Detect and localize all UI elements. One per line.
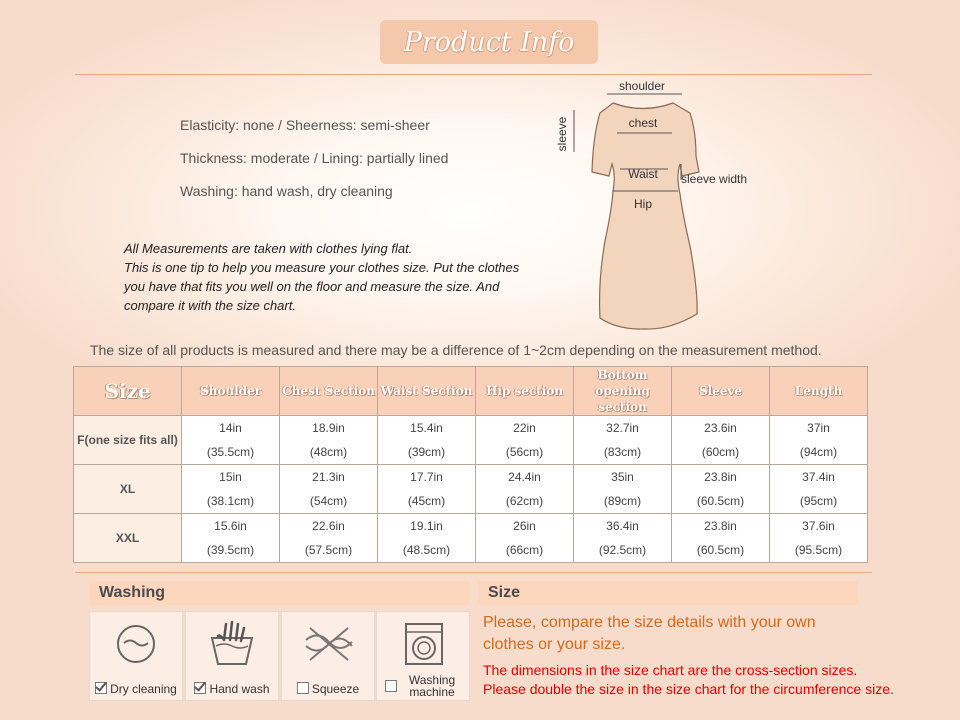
- top-divider: [75, 74, 872, 75]
- table-cell: 22.6in (57.5cm): [280, 514, 378, 563]
- table-cell: 24.4in (62cm): [476, 465, 574, 514]
- header-waist: Waist Section: [378, 367, 476, 416]
- header-bottom-opening: Bottom opening section: [574, 367, 672, 416]
- header-shoulder: Shoulder: [182, 367, 280, 416]
- wash-cell-squeeze: [281, 611, 375, 701]
- header-hip: Hip section: [476, 367, 574, 416]
- wash-cell-washing-machine: [376, 611, 470, 701]
- table-row: [74, 416, 868, 465]
- table-cell: 15.6in (39.5cm): [182, 514, 280, 563]
- table-cell: 14in (35.5cm): [182, 416, 280, 465]
- hand-wash-icon: [186, 612, 280, 672]
- table-cell: 15.4in (39cm): [378, 416, 476, 465]
- header-chest: Chest Section: [280, 367, 378, 416]
- table-cell: 17.7in (45cm): [378, 465, 476, 514]
- table-cell: 37in (94cm): [770, 416, 868, 465]
- page-title-badge: [380, 20, 598, 64]
- note-line: compare it with the size chart.: [124, 298, 296, 313]
- label-shoulder: shoulder: [618, 79, 666, 93]
- wash-cell-dry-cleaning: [89, 611, 183, 701]
- table-cell: 18.9in (48cm): [280, 416, 378, 465]
- note-line: you have that fits you well on the floor and measure the size. And: [124, 279, 500, 294]
- table-cell: 19.1in (48.5cm): [378, 514, 476, 563]
- wash-cell-hand-wash: [185, 611, 279, 701]
- size-red-note-1: The dimensions in the size chart are the cross-section sizes.: [483, 662, 858, 678]
- checkbox-squeeze: [297, 682, 309, 694]
- table-cell: 22in (56cm): [476, 416, 574, 465]
- size-section-title: Size: [478, 581, 858, 605]
- label-sleeve-width: sleeve width: [681, 172, 748, 186]
- bottom-divider: [75, 572, 872, 573]
- size-chart-table: [73, 366, 868, 563]
- table-row: [74, 465, 868, 514]
- dress-shape: [592, 103, 699, 329]
- checkbox-dry-cleaning: [95, 682, 107, 694]
- note-line: This is one tip to help you measure your clothes size. Put the clothes: [124, 260, 520, 275]
- table-cell: 23.6in (60cm): [672, 416, 770, 465]
- dress-measurement-diagram: [550, 76, 770, 336]
- note-line: All Measurements are taken with clothes lying flat.: [124, 241, 413, 256]
- checkbox-hand-wash: [194, 682, 206, 694]
- label-waist: Waist: [628, 167, 658, 181]
- wash-label: Hand wash: [186, 682, 278, 695]
- table-row: [74, 514, 868, 563]
- page-title: Product Info: [403, 26, 575, 58]
- label-sleeve: sleeve: [555, 116, 569, 152]
- header-sleeve: Sleeve: [672, 367, 770, 416]
- table-cell: 35in (89cm): [574, 465, 672, 514]
- spec-elasticity: Elasticity: none / Sheerness: semi-sheer: [180, 117, 430, 133]
- wash-label: Squeeze: [282, 682, 374, 695]
- label-chest: chest: [628, 116, 658, 130]
- wash-label: Dry cleaning: [90, 682, 182, 695]
- header-size: Size: [74, 367, 182, 416]
- table-header-row: [74, 367, 868, 416]
- spec-thickness: Thickness: moderate / Lining: partially lined: [180, 150, 449, 166]
- wash-label: Washing machine: [377, 674, 469, 698]
- checkbox-washing-machine: [385, 680, 397, 692]
- table-cell: 23.8in (60.5cm): [672, 465, 770, 514]
- washing-section-title: Washing: [89, 581, 470, 605]
- row-size-label: XXL: [74, 514, 182, 563]
- size-compare-text: Please, compare the size details with your own clothes or your size.: [483, 614, 816, 653]
- table-cell: 32.7in (83cm): [574, 416, 672, 465]
- table-cell: 23.8in (60.5cm): [672, 514, 770, 563]
- table-cell: 21.3in (54cm): [280, 465, 378, 514]
- dry-cleaning-icon: [90, 612, 184, 672]
- measurement-difference-note: The size of all products is measured and there may be a difference of 1~2cm depending on the measurement method.: [90, 342, 822, 358]
- no-wring-icon: [282, 612, 376, 672]
- size-red-note-2: Please double the size in the size chart for the circumference size.: [483, 681, 894, 697]
- washing-machine-icon: [377, 612, 471, 672]
- row-size-label: F(one size fits all): [74, 416, 182, 465]
- table-cell: 26in (66cm): [476, 514, 574, 563]
- table-cell: 36.4in (92.5cm): [574, 514, 672, 563]
- table-cell: 37.6in (95.5cm): [770, 514, 868, 563]
- table-cell: 15in (38.1cm): [182, 465, 280, 514]
- spec-washing: Washing: hand wash, dry cleaning: [180, 183, 393, 199]
- row-size-label: XL: [74, 465, 182, 514]
- header-length: Length: [770, 367, 868, 416]
- table-cell: 37.4in (95cm): [770, 465, 868, 514]
- measurement-notes: [124, 239, 574, 315]
- label-hip: Hip: [633, 197, 653, 211]
